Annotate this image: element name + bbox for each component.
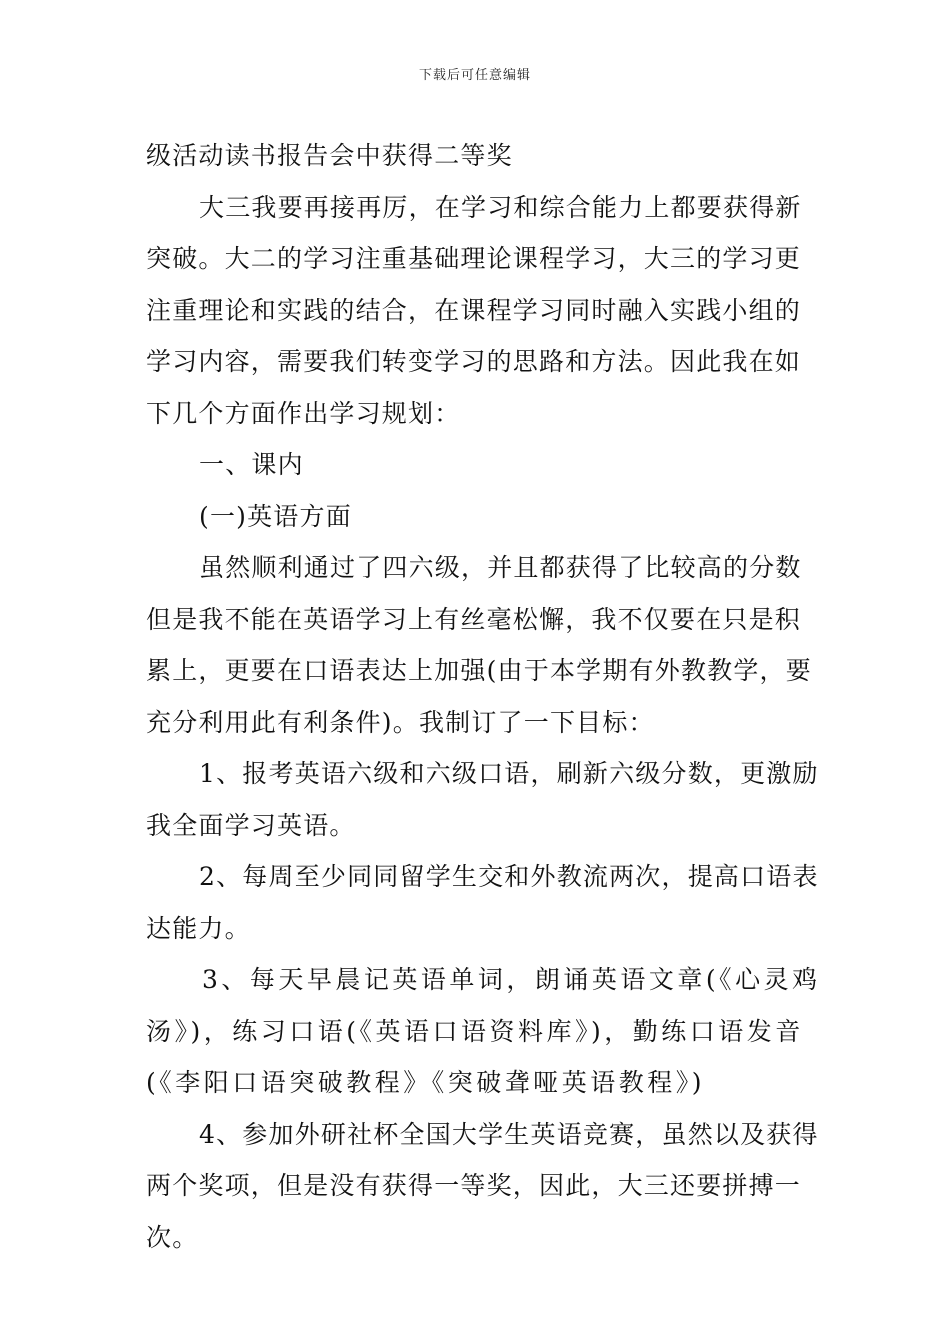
paragraph-line: 但是我不能在英语学习上有丝毫松懈，我不仅要在只是积 <box>146 604 802 634</box>
paragraph-line: 充分利用此有利条件)。我制订了一下目标： <box>146 707 655 737</box>
paragraph-line: 下几个方面作出学习规划： <box>146 398 461 428</box>
paragraph-line: 级活动读书报告会中获得二等奖 <box>146 141 513 170</box>
paragraph-line: 大三我要再接再厉，在学习和综合能力上都要获得新 <box>199 192 802 222</box>
subsection-heading: (一)英语方面 <box>199 501 352 531</box>
list-item-line: 我全面学习英语。 <box>146 810 356 840</box>
list-item-line: 两个奖项，但是没有获得一等奖，因此，大三还要拼搏一 <box>146 1171 802 1200</box>
paragraph-line: 虽然顺利通过了四六级，并且都获得了比较高的分数 <box>199 553 802 582</box>
list-item-line: 达能力。 <box>146 913 251 943</box>
paragraph-line: 突破。大二的学习注重基础理论课程学习，大三的学习更 <box>146 244 802 273</box>
document-body <box>146 130 821 1263</box>
list-item-line: 汤》)，练习口语(《英语口语资料库》)，勤练口语发音 <box>146 1016 804 1046</box>
list-item-line: 2、每周至少同同留学生交和外教流两次，提高口语表 <box>199 862 819 891</box>
list-item-line: 次。 <box>146 1222 199 1252</box>
list-item-line: 1、报考英语六级和六级口语，刷新六级分数，更激励 <box>199 759 819 788</box>
paragraph-line: 学习内容，需要我们转变学习的思路和方法。因此我在如 <box>146 347 802 376</box>
list-item-line: 4、参加外研社杯全国大学生英语竞赛，虽然以及获得 <box>199 1119 819 1149</box>
page-header: 下载后可任意编辑 <box>418 68 531 83</box>
paragraph-line: 注重理论和实践的结合，在课程学习同时融入实践小组的 <box>146 295 802 325</box>
paragraph-line: 累上，更要在口语表达上加强(由于本学期有外教教学，要 <box>146 656 812 685</box>
section-heading: 一、课内 <box>199 450 304 479</box>
list-item-line: (《李阳口语突破教程》《突破聋哑英语教程》) <box>146 1068 706 1097</box>
list-item-line: 3、每天早晨记英语单词，朗诵英语文章(《心灵鸡 <box>202 965 821 994</box>
